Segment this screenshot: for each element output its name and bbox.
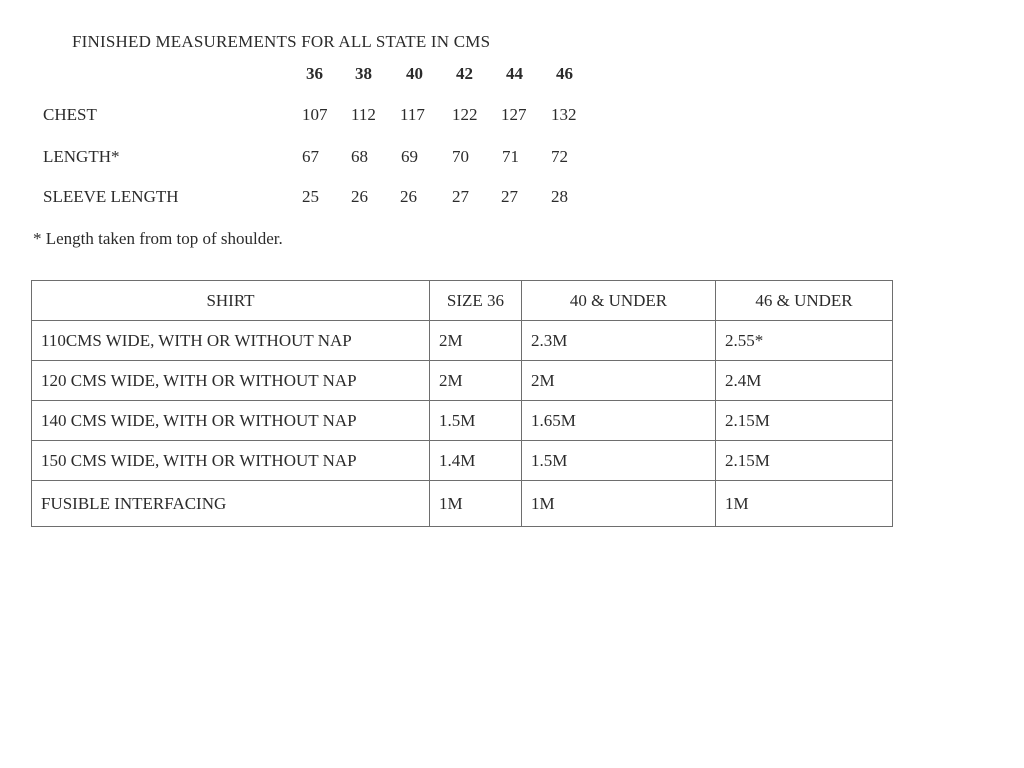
header-size-36: SIZE 36 [430, 281, 522, 321]
yardage-cell: 2.15M [716, 401, 893, 441]
fabric-width-cell: FUSIBLE INTERFACING [32, 481, 430, 527]
yardage-cell: 1M [522, 481, 716, 527]
sleeve-length-value: 25 [302, 187, 319, 206]
sleeve-length-label: SLEEVE LENGTH [43, 187, 179, 206]
length-value: 71 [502, 147, 519, 166]
yardage-cell: 2.15M [716, 441, 893, 481]
size-header: 46 [556, 64, 573, 83]
measurements-title: FINISHED MEASUREMENTS FOR ALL STATE IN CMS [72, 32, 491, 51]
fabric-width-cell: 110CMS WIDE, WITH OR WITHOUT NAP [32, 321, 430, 361]
table-row [32, 361, 893, 401]
fabric-width-cell: 120 CMS WIDE, WITH OR WITHOUT NAP [32, 361, 430, 401]
chest-value: 127 [501, 105, 527, 124]
sleeve-length-value: 26 [351, 187, 368, 206]
measurements-chart [0, 0, 1024, 230]
length-value: 68 [351, 147, 368, 166]
chest-value: 112 [351, 105, 376, 124]
table-row [32, 481, 893, 527]
yardage-cell: 2M [522, 361, 716, 401]
header-46-under: 46 & UNDER [716, 281, 893, 321]
chest-value: 122 [452, 105, 478, 124]
chest-label: CHEST [43, 105, 97, 124]
yardage-cell: 2M [430, 321, 522, 361]
fabric-width-cell: 140 CMS WIDE, WITH OR WITHOUT NAP [32, 401, 430, 441]
table-row [32, 441, 893, 481]
length-value: 70 [452, 147, 469, 166]
size-header: 38 [355, 64, 372, 83]
yardage-cell: 2.3M [522, 321, 716, 361]
table-row [32, 401, 893, 441]
chest-value: 107 [302, 105, 328, 124]
header-shirt: SHIRT [32, 281, 430, 321]
yardage-cell: 2M [430, 361, 522, 401]
sleeve-length-value: 27 [501, 187, 518, 206]
fabric-requirements-table [31, 280, 893, 527]
chest-value: 117 [400, 105, 425, 124]
yardage-cell: 1M [716, 481, 893, 527]
yardage-cell: 1.5M [430, 401, 522, 441]
sleeve-length-value: 28 [551, 187, 568, 206]
yardage-cell: 1.5M [522, 441, 716, 481]
size-header: 44 [506, 64, 523, 83]
sleeve-length-value: 27 [452, 187, 469, 206]
size-header: 36 [306, 64, 323, 83]
yardage-cell: 2.55* [716, 321, 893, 361]
sleeve-length-value: 26 [400, 187, 417, 206]
yardage-cell: 1.4M [430, 441, 522, 481]
size-header: 42 [456, 64, 473, 83]
yardage-cell: 2.4M [716, 361, 893, 401]
yardage-cell: 1M [430, 481, 522, 527]
length-label: LENGTH* [43, 147, 120, 166]
fabric-width-cell: 150 CMS WIDE, WITH OR WITHOUT NAP [32, 441, 430, 481]
chest-value: 132 [551, 105, 577, 124]
table-header-row [32, 281, 893, 321]
size-header: 40 [406, 64, 423, 83]
length-value: 69 [401, 147, 418, 166]
length-value: 72 [551, 147, 568, 166]
length-footnote: * Length taken from top of shoulder. [33, 229, 283, 248]
yardage-cell: 1.65M [522, 401, 716, 441]
header-40-under: 40 & UNDER [522, 281, 716, 321]
table-row [32, 321, 893, 361]
length-value: 67 [302, 147, 319, 166]
